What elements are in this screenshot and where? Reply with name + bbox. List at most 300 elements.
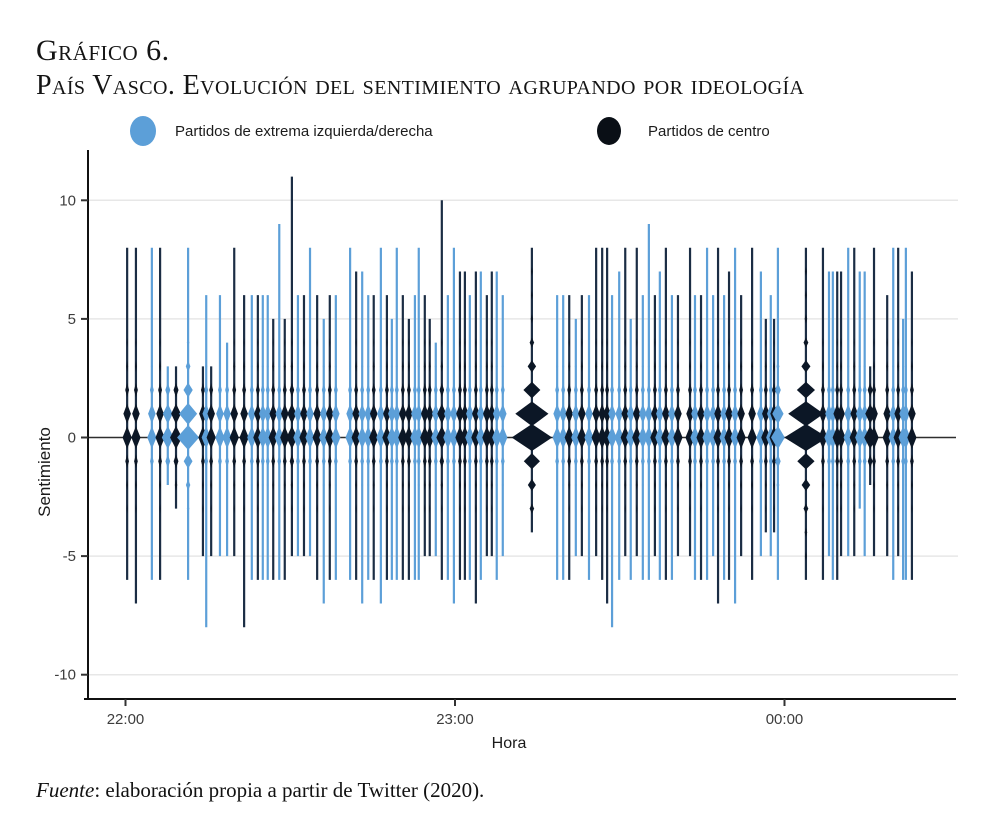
violin-density-diamond bbox=[629, 383, 633, 397]
violin-density-diamond bbox=[125, 383, 129, 397]
violin-density-diamond bbox=[452, 383, 456, 397]
violin bbox=[131, 248, 140, 604]
violin-density-diamond bbox=[804, 504, 809, 514]
violin-density-diamond bbox=[722, 383, 726, 397]
violin-density-diamond bbox=[434, 454, 438, 468]
violin-density-diamond bbox=[705, 383, 709, 397]
violin-density-diamond bbox=[561, 383, 565, 397]
violin-density-diamond bbox=[585, 404, 593, 424]
violin-density-diamond bbox=[134, 383, 138, 397]
violin-density-diamond bbox=[266, 454, 270, 468]
violin-density-diamond bbox=[308, 454, 312, 468]
violin-density-diamond bbox=[863, 383, 867, 397]
violin-density-diamond bbox=[242, 454, 246, 468]
violin-density-diamond bbox=[594, 454, 598, 468]
violin-density-diamond bbox=[332, 404, 340, 424]
violin-density-diamond bbox=[711, 454, 715, 468]
violin bbox=[482, 295, 491, 556]
legend-label-centro: Partidos de centro bbox=[648, 122, 770, 140]
violin-density-diamond bbox=[769, 454, 773, 468]
violin-density-diamond bbox=[837, 404, 845, 424]
violin-density-diamond bbox=[207, 426, 216, 449]
violin-density-diamond bbox=[313, 404, 321, 424]
violin-density-diamond bbox=[600, 383, 604, 397]
violin-density-diamond bbox=[727, 454, 731, 468]
violin-density-diamond bbox=[641, 454, 645, 468]
violin-density-diamond bbox=[463, 383, 467, 397]
violin-density-diamond bbox=[158, 454, 162, 468]
violin-density-diamond bbox=[495, 454, 499, 468]
violin-density-diamond bbox=[896, 454, 900, 468]
violin-density-diamond bbox=[390, 383, 394, 397]
violin bbox=[305, 248, 314, 556]
violin bbox=[455, 271, 464, 579]
violin-density-diamond bbox=[290, 383, 295, 397]
violin-density-diamond bbox=[379, 383, 383, 397]
violin-density-diamond bbox=[831, 383, 835, 397]
violin bbox=[512, 248, 552, 533]
violin bbox=[603, 248, 612, 604]
violin-density-diamond bbox=[561, 454, 565, 468]
violin-density-diamond bbox=[797, 382, 815, 399]
violin-density-diamond bbox=[608, 404, 616, 424]
violin-density-diamond bbox=[498, 426, 507, 449]
violin-density-diamond bbox=[617, 454, 621, 468]
violin-density-diamond bbox=[165, 454, 170, 468]
violin-density-diamond bbox=[711, 383, 715, 397]
violin bbox=[331, 295, 340, 580]
violin-density-diamond bbox=[423, 383, 427, 397]
violin-density-diamond bbox=[523, 382, 540, 399]
violin-density-diamond bbox=[733, 454, 737, 468]
violin-density-diamond bbox=[277, 454, 281, 468]
violin bbox=[907, 271, 916, 579]
violin-density-diamond bbox=[407, 454, 411, 468]
violin bbox=[387, 319, 396, 580]
violin-density-diamond bbox=[440, 454, 444, 468]
violin bbox=[404, 319, 413, 580]
violin-density-diamond bbox=[218, 454, 222, 468]
violin-density-diamond bbox=[370, 404, 378, 424]
violin-density-diamond bbox=[458, 454, 462, 468]
violin-density-diamond bbox=[716, 454, 720, 468]
violin-density-diamond bbox=[610, 383, 614, 397]
violin-density-diamond bbox=[852, 383, 856, 397]
violin-density-diamond bbox=[530, 338, 534, 348]
violin-density-diamond bbox=[635, 454, 639, 468]
y-tick-label: -5 bbox=[62, 548, 76, 566]
violin-density-diamond bbox=[216, 404, 224, 424]
violin-density-diamond bbox=[308, 383, 312, 397]
violin-density-diamond bbox=[360, 454, 364, 468]
violin-density-diamond bbox=[688, 454, 692, 468]
violin bbox=[655, 271, 664, 579]
violin-density-diamond bbox=[885, 454, 889, 468]
violin-density-diamond bbox=[395, 383, 399, 397]
violin-density-diamond bbox=[722, 454, 726, 468]
violin bbox=[177, 248, 199, 580]
violin-density-diamond bbox=[458, 383, 462, 397]
violin-density-diamond bbox=[872, 454, 876, 468]
source-word: Fuente bbox=[36, 778, 95, 802]
violin-density-diamond bbox=[804, 337, 809, 347]
violin-density-diamond bbox=[605, 454, 609, 468]
violin-density-diamond bbox=[413, 383, 417, 397]
violin bbox=[162, 366, 174, 485]
x-tick-label: 22:00 bbox=[106, 711, 145, 728]
violin-density-diamond bbox=[653, 454, 657, 468]
violin-density-diamond bbox=[515, 401, 548, 426]
violin-density-diamond bbox=[123, 404, 131, 424]
violin-density-diamond bbox=[306, 404, 314, 424]
violin-density-diamond bbox=[315, 383, 319, 397]
violin-density-diamond bbox=[177, 425, 199, 450]
violin-density-diamond bbox=[759, 383, 763, 397]
violin-density-diamond bbox=[910, 383, 914, 397]
violin-density-diamond bbox=[428, 454, 432, 468]
violin-density-diamond bbox=[474, 383, 478, 397]
violin bbox=[577, 295, 586, 556]
violin-density-diamond bbox=[240, 404, 248, 424]
violin-density-diamond bbox=[528, 479, 536, 491]
violin-density-diamond bbox=[446, 383, 450, 397]
violin bbox=[730, 248, 739, 604]
violin-density-diamond bbox=[271, 383, 275, 397]
violin-density-diamond bbox=[186, 361, 191, 373]
violin-density-diamond bbox=[201, 454, 205, 468]
violin-density-diamond bbox=[658, 454, 662, 468]
violin-density-diamond bbox=[468, 454, 472, 468]
violin-density-diamond bbox=[565, 404, 573, 424]
violin-density-diamond bbox=[653, 383, 657, 397]
violin-density-diamond bbox=[904, 454, 908, 468]
violin-density-diamond bbox=[846, 383, 850, 397]
violin-density-diamond bbox=[334, 454, 338, 468]
x-tick-label: 23:00 bbox=[436, 711, 474, 728]
violin-density-diamond bbox=[594, 383, 598, 397]
violin bbox=[460, 271, 469, 579]
violin bbox=[449, 248, 458, 604]
violin bbox=[222, 343, 231, 556]
violin-density-diamond bbox=[658, 383, 662, 397]
violin-density-diamond bbox=[891, 454, 895, 468]
violin-density-diamond bbox=[530, 504, 534, 514]
violin-density-diamond bbox=[501, 383, 505, 397]
violin-density-diamond bbox=[750, 454, 754, 468]
violin-density-diamond bbox=[580, 383, 584, 397]
violin-density-diamond bbox=[688, 383, 692, 397]
violin-density-diamond bbox=[567, 454, 571, 468]
violin-density-diamond bbox=[835, 383, 839, 397]
violin-density-diamond bbox=[207, 404, 215, 424]
violin-density-diamond bbox=[348, 383, 352, 397]
violin-density-diamond bbox=[748, 404, 756, 424]
violin-density-diamond bbox=[839, 454, 843, 468]
legend-label-extremes: Partidos de extrema izquierda/derecha bbox=[175, 122, 433, 140]
violin-density-diamond bbox=[674, 404, 682, 424]
violin-density-diamond bbox=[739, 383, 743, 397]
violin-density-diamond bbox=[328, 454, 332, 468]
violin bbox=[724, 271, 733, 579]
violin-density-diamond bbox=[256, 454, 260, 468]
violin-density-diamond bbox=[673, 426, 682, 449]
violin-density-diamond bbox=[727, 383, 731, 397]
violin-density-diamond bbox=[401, 454, 405, 468]
violin-density-diamond bbox=[218, 383, 222, 397]
violin bbox=[275, 224, 284, 580]
violin-density-diamond bbox=[647, 454, 651, 468]
violin-density-diamond bbox=[390, 454, 394, 468]
violin-density-diamond bbox=[872, 383, 876, 397]
violin bbox=[850, 248, 859, 556]
violin-density-diamond bbox=[580, 454, 584, 468]
violin-density-diamond bbox=[485, 454, 489, 468]
violin-density-diamond bbox=[788, 401, 823, 426]
violin-density-diamond bbox=[331, 426, 340, 449]
figure-number: Gráfico 6. bbox=[36, 34, 170, 67]
violin-density-diamond bbox=[737, 426, 746, 449]
violin-density-diamond bbox=[587, 454, 591, 468]
violin-density-diamond bbox=[664, 454, 668, 468]
violin-density-diamond bbox=[266, 383, 270, 397]
violin-density-diamond bbox=[801, 360, 810, 372]
violin-density-diamond bbox=[490, 383, 494, 397]
violin-density-diamond bbox=[407, 383, 411, 397]
violin-density-diamond bbox=[664, 383, 668, 397]
violin-density-diamond bbox=[204, 383, 208, 397]
violin bbox=[592, 248, 601, 556]
violin bbox=[632, 248, 641, 556]
violin-density-diamond bbox=[759, 454, 763, 468]
violin-density-diamond bbox=[578, 404, 586, 424]
source-text: : elaboración propia a partir de Twitter (2020). bbox=[94, 778, 485, 802]
y-tick-label: -10 bbox=[54, 666, 76, 684]
violin-density-diamond bbox=[908, 404, 916, 424]
violin-density-diamond bbox=[750, 383, 754, 397]
violin-density-diamond bbox=[123, 426, 132, 449]
violin-density-diamond bbox=[413, 454, 417, 468]
violin-density-diamond bbox=[769, 383, 773, 397]
violin-density-diamond bbox=[261, 383, 265, 397]
violin-density-diamond bbox=[372, 383, 376, 397]
violin-density-diamond bbox=[256, 383, 260, 397]
violin-density-diamond bbox=[250, 383, 254, 397]
violin bbox=[709, 295, 718, 556]
violin-density-diamond bbox=[184, 454, 193, 469]
violin-density-diamond bbox=[797, 453, 814, 469]
violin-density-diamond bbox=[629, 454, 633, 468]
violin bbox=[293, 295, 302, 556]
violin-density-diamond bbox=[479, 383, 483, 397]
violin-density-diamond bbox=[417, 383, 421, 397]
violin-density-diamond bbox=[858, 454, 862, 468]
violin bbox=[280, 319, 289, 580]
violin-density-diamond bbox=[501, 454, 505, 468]
violin-density-diamond bbox=[204, 454, 208, 468]
violin-density-diamond bbox=[641, 383, 645, 397]
violin bbox=[673, 295, 682, 556]
violin-density-diamond bbox=[587, 383, 591, 397]
violin-density-diamond bbox=[225, 383, 229, 397]
violin-density-diamond bbox=[474, 454, 478, 468]
violin-density-diamond bbox=[385, 383, 389, 397]
x-tick-label: 00:00 bbox=[765, 711, 804, 728]
violin-density-diamond bbox=[676, 383, 680, 397]
violin-density-diamond bbox=[209, 454, 213, 468]
x-axis-title: Hora bbox=[491, 735, 527, 752]
violin-density-diamond bbox=[250, 454, 254, 468]
violins bbox=[123, 177, 917, 628]
violin-density-diamond bbox=[150, 383, 154, 397]
violin-density-diamond bbox=[385, 454, 389, 468]
violin-density-diamond bbox=[863, 454, 867, 468]
violin-density-diamond bbox=[891, 383, 895, 397]
violin-density-diamond bbox=[827, 454, 831, 468]
y-tick-label: 10 bbox=[59, 192, 76, 210]
violin-density-diamond bbox=[372, 454, 376, 468]
violin-density-diamond bbox=[395, 454, 399, 468]
violin-density-diamond bbox=[499, 404, 507, 424]
x-axis-ticks bbox=[107, 699, 804, 728]
violin bbox=[230, 248, 239, 556]
violin-density-diamond bbox=[232, 383, 236, 397]
violin-density-diamond bbox=[764, 383, 768, 397]
violin-density-diamond bbox=[366, 454, 370, 468]
violin-density-diamond bbox=[821, 454, 825, 468]
violin-density-diamond bbox=[617, 383, 621, 397]
violin-density-diamond bbox=[434, 383, 438, 397]
violin-density-diamond bbox=[158, 383, 162, 397]
violin-density-diamond bbox=[775, 454, 781, 468]
violin-density-diamond bbox=[485, 383, 489, 397]
violin-density-diamond bbox=[334, 383, 338, 397]
violin-density-diamond bbox=[524, 453, 540, 469]
violin-density-diamond bbox=[179, 403, 197, 425]
violin bbox=[420, 295, 429, 556]
violin-density-diamond bbox=[693, 454, 697, 468]
violin-density-diamond bbox=[446, 454, 450, 468]
violin-density-diamond bbox=[463, 454, 467, 468]
violin bbox=[299, 295, 308, 556]
violin-density-diamond bbox=[852, 454, 856, 468]
violin-density-diamond bbox=[322, 383, 326, 397]
violin-density-diamond bbox=[490, 454, 494, 468]
violin bbox=[431, 343, 440, 556]
violin bbox=[376, 248, 385, 604]
violin-density-diamond bbox=[839, 383, 843, 397]
violin-density-diamond bbox=[885, 383, 889, 397]
violin-density-diamond bbox=[479, 454, 483, 468]
violin-density-diamond bbox=[348, 454, 352, 468]
violin-density-diamond bbox=[528, 360, 537, 372]
figure-title: País Vasco. Evolución del sentimiento agrupando por ideología bbox=[36, 70, 805, 101]
violin bbox=[215, 295, 224, 556]
violin-density-diamond bbox=[846, 454, 850, 468]
violin-density-diamond bbox=[610, 454, 614, 468]
violin-density-diamond bbox=[428, 383, 432, 397]
violin-density-diamond bbox=[360, 383, 364, 397]
violin-density-diamond bbox=[271, 454, 275, 468]
violin-density-diamond bbox=[699, 383, 703, 397]
violin-density-diamond bbox=[165, 383, 170, 397]
violin-density-diamond bbox=[670, 383, 674, 397]
violin-density-diamond bbox=[716, 383, 720, 397]
violin bbox=[147, 248, 156, 580]
violin-density-diamond bbox=[737, 404, 745, 424]
violin-density-diamond bbox=[242, 383, 246, 397]
violin bbox=[436, 200, 447, 580]
violin-density-diamond bbox=[907, 426, 916, 449]
violin-density-diamond bbox=[775, 383, 781, 398]
violin bbox=[748, 248, 757, 580]
violin bbox=[883, 295, 892, 556]
violin-density-diamond bbox=[623, 383, 627, 397]
violin-density-diamond bbox=[623, 454, 627, 468]
violin-density-diamond bbox=[647, 383, 651, 397]
violin bbox=[685, 248, 694, 556]
violin-density-diamond bbox=[555, 383, 559, 397]
violin-density-diamond bbox=[131, 426, 140, 449]
violin-density-diamond bbox=[174, 383, 179, 397]
violin-density-diamond bbox=[302, 454, 306, 468]
violin-density-diamond bbox=[209, 383, 213, 397]
violin-density-diamond bbox=[821, 383, 825, 397]
source-note bbox=[36, 778, 484, 803]
violin-density-diamond bbox=[827, 383, 831, 397]
violin-density-diamond bbox=[148, 404, 156, 424]
violin-density-diamond bbox=[354, 454, 358, 468]
violin bbox=[650, 295, 659, 556]
violin bbox=[626, 319, 635, 580]
violin-density-diamond bbox=[748, 426, 757, 449]
violin bbox=[286, 177, 297, 557]
y-axis-title: Sentimiento bbox=[35, 427, 54, 517]
violin-density-diamond bbox=[225, 454, 229, 468]
violin-density-diamond bbox=[764, 454, 768, 468]
y-tick-label: 0 bbox=[67, 429, 76, 447]
violin bbox=[713, 248, 722, 604]
violin-density-diamond bbox=[868, 454, 873, 468]
violin-density-diamond bbox=[512, 424, 552, 451]
violin-density-diamond bbox=[699, 454, 703, 468]
y-tick-label: 5 bbox=[67, 310, 76, 328]
violin-density-diamond bbox=[423, 454, 427, 468]
violin-density-diamond bbox=[230, 404, 238, 424]
violin-density-diamond bbox=[868, 383, 873, 397]
violin-density-diamond bbox=[296, 454, 300, 468]
violin-density-diamond bbox=[134, 454, 138, 468]
violin-density-diamond bbox=[315, 454, 319, 468]
violin-density-diamond bbox=[600, 454, 604, 468]
violin-density-diamond bbox=[835, 454, 839, 468]
violin bbox=[621, 248, 630, 556]
violin-density-diamond bbox=[156, 404, 164, 424]
violin-density-diamond bbox=[147, 426, 156, 449]
y-axis-ticks bbox=[54, 192, 88, 683]
violin bbox=[269, 319, 278, 580]
violin-density-diamond bbox=[495, 383, 499, 397]
violin bbox=[844, 248, 853, 556]
violin-density-diamond bbox=[635, 383, 639, 397]
violin-density-diamond bbox=[574, 383, 578, 397]
violin bbox=[737, 295, 746, 556]
violin-density-diamond bbox=[183, 382, 192, 397]
violin-density-diamond bbox=[322, 454, 326, 468]
violin-density-diamond bbox=[174, 454, 179, 468]
violin bbox=[492, 271, 501, 579]
violin-density-diamond bbox=[366, 383, 370, 397]
violin-density-diamond bbox=[232, 454, 236, 468]
